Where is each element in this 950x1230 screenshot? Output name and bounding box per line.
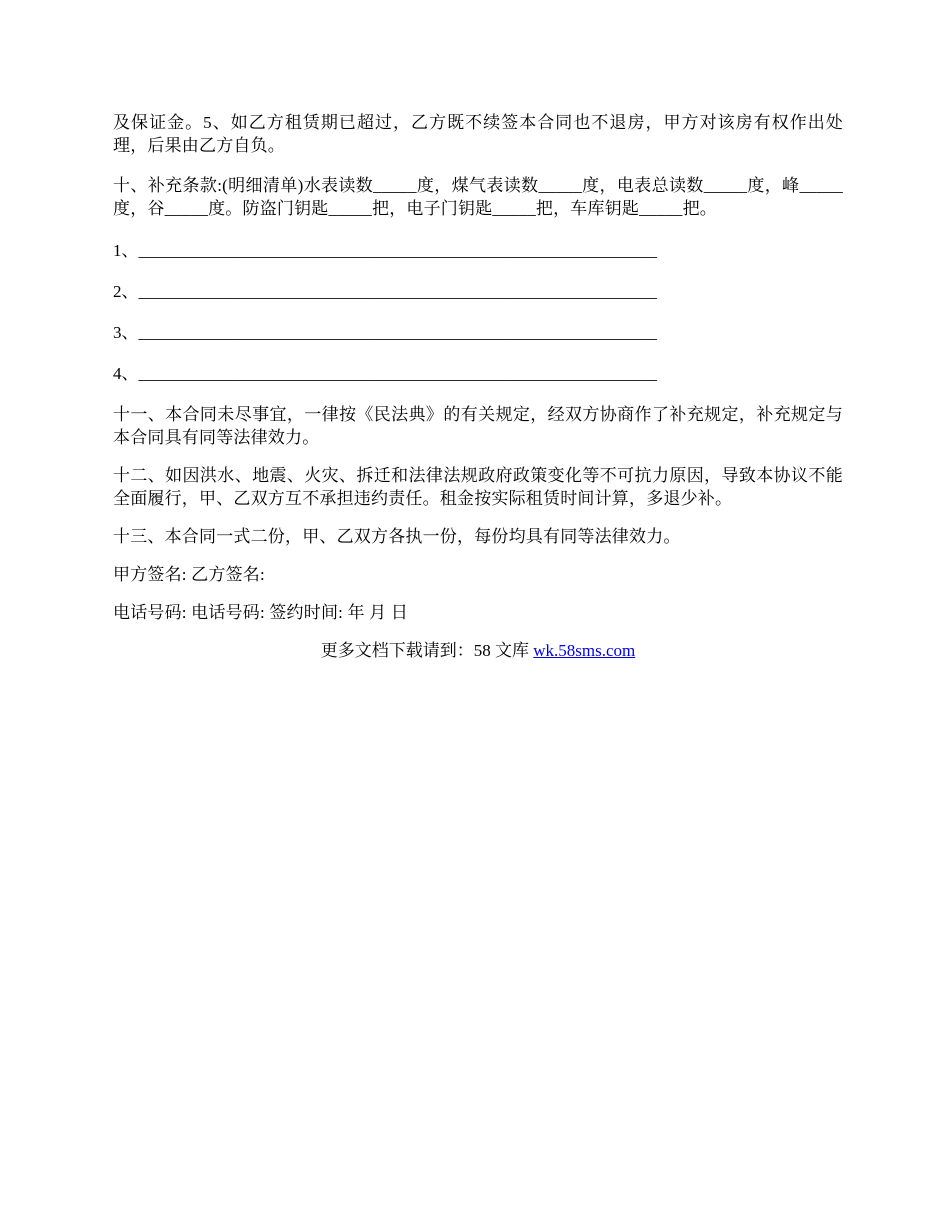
contact-line: 电话号码: 电话号码: 签约时间: 年 月 日 xyxy=(113,603,409,622)
document-page xyxy=(113,111,843,662)
clause-eleven: 十一、本合同未尽事宜，一律按《民法典》的有关规定，经双方协商作了补充规定，补充规定与本合同具有同等法律效力。 xyxy=(113,405,843,447)
signature-line: 甲方签名: 乙方签名: xyxy=(113,565,265,584)
blank-item-4: 4、_____________________________________________________________ xyxy=(113,364,657,383)
blank-item-1: 1、_____________________________________________________________ xyxy=(113,241,657,260)
download-footer xyxy=(113,639,843,662)
blank-item-2: 2、_____________________________________________________________ xyxy=(113,282,657,301)
footer-text: 更多文档下载请到：58 文库 xyxy=(320,641,534,660)
clause-thirteen: 十三、本合同一式二份，甲、乙双方各执一份，每份均具有同等法律效力。 xyxy=(113,527,681,546)
supplementary-terms-paragraph: 十、补充条款:(明细清单)水表读数_____度，煤气表读数_____度，电表总读数_____度，峰_____度，谷_____度。防盗门钥匙_____把，电子门钥匙_____把，车库钥匙_____把。 xyxy=(113,176,843,218)
clause-twelve: 十二、如因洪水、地震、火灾、拆迁和法律法规政府政策变化等不可抗力原因，导致本协议不能全面履行，甲、乙双方互不承担违约责任。租金按实际租赁时间计算，多退少补。 xyxy=(113,466,843,508)
footer-link[interactable]: wk.58sms.com xyxy=(533,641,636,660)
blank-item-3: 3、_____________________________________________________________ xyxy=(113,323,657,342)
contract-paragraph-deposit: 及保证金。5、如乙方租赁期已超过，乙方既不续签本合同也不退房，甲方对该房有权作出处理，后果由乙方自负。 xyxy=(113,113,843,155)
